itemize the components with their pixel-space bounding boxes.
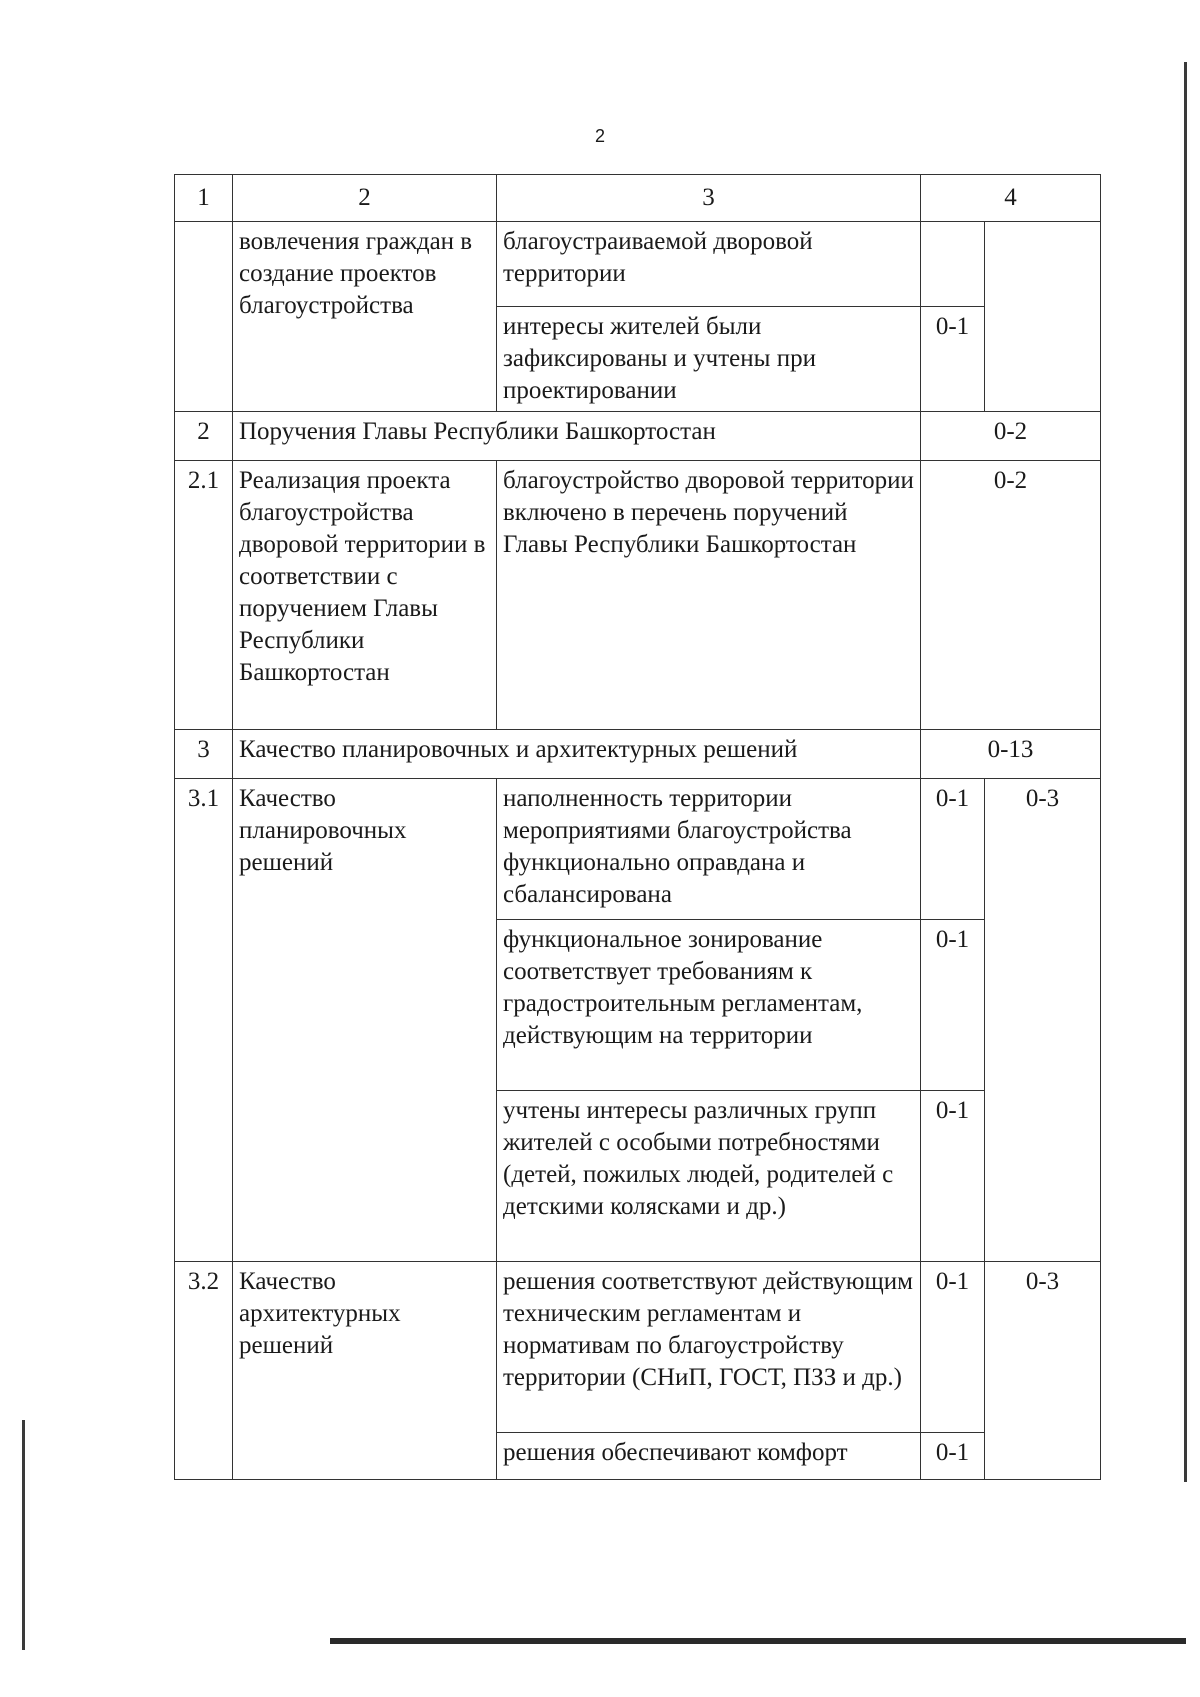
total-cell: [985, 222, 1101, 412]
header-col-1: 1: [175, 175, 233, 222]
score-cell: 0-1: [921, 307, 985, 412]
section-score-cell: 0-13: [921, 730, 1101, 779]
total-cell: 0-3: [985, 1262, 1101, 1480]
score-cell: 0-1: [921, 920, 985, 1091]
table-row: [175, 222, 1101, 307]
indicator-cell: решения соответствуют действующим техническим регламентам и нормативам по благоустройству территории (СНиП, ГОСТ, ПЗЗ и др.): [497, 1262, 921, 1433]
indicator-cell: функциональное зонирование соответствует требованиям к градостроительным регламентам, действующим на территории: [497, 920, 921, 1091]
criterion-cell: Реализация проекта благоустройства дворовой территории в соответствии с поручением Главы Республики Башкортостан: [233, 461, 497, 730]
table-row: [175, 461, 1101, 730]
section-title-cell: Качество планировочных и архитектурных решений: [233, 730, 921, 779]
row-number-cell: 3.1: [175, 779, 233, 1262]
indicator-cell: интересы жителей были зафиксированы и учтены при проектировании: [497, 307, 921, 412]
criterion-cell: вовлечения граждан в создание проектов благоустройства: [233, 222, 497, 412]
header-col-4: 4: [921, 175, 1101, 222]
indicator-cell: наполненность территории мероприятиями благоустройства функционально оправдана и сбалансирована: [497, 779, 921, 920]
indicator-cell: учтены интересы различных групп жителей с особыми потребностями (детей, пожилых людей, родителей с детскими колясками и др.): [497, 1091, 921, 1262]
total-cell: 0-3: [985, 779, 1101, 1262]
indicator-cell: благоустраиваемой дворовой территории: [497, 222, 921, 307]
criteria-table: [174, 174, 1101, 1480]
criterion-cell: Качество планировочных решений: [233, 779, 497, 1262]
section-row: [175, 730, 1101, 779]
row-number-cell: [175, 222, 233, 412]
table-row: [175, 1262, 1101, 1433]
scan-right-edge: [1184, 62, 1187, 1482]
header-col-3: 3: [497, 175, 921, 222]
score-cell: 0-1: [921, 1262, 985, 1433]
criterion-cell: Качество архитектурных решений: [233, 1262, 497, 1480]
score-cell: 0-1: [921, 1091, 985, 1262]
indicator-cell: благоустройство дворовой территории включено в перечень поручений Главы Республики Башкортостан: [497, 461, 921, 730]
row-number-cell: 2.1: [175, 461, 233, 730]
score-cell: 0-1: [921, 779, 985, 920]
page-number: 2: [594, 126, 605, 146]
row-number-cell: 3: [175, 730, 233, 779]
row-number-cell: 3.2: [175, 1262, 233, 1480]
scan-bottom-bar: [330, 1638, 1186, 1644]
section-score-cell: 0-2: [921, 412, 1101, 461]
row-number-cell: 2: [175, 412, 233, 461]
score-cell: [921, 222, 985, 307]
table-row: [175, 779, 1101, 920]
header-col-2: 2: [233, 175, 497, 222]
indicator-cell: решения обеспечивают комфорт: [497, 1433, 921, 1480]
score-cell: 0-2: [921, 461, 1101, 730]
table-header-row: [175, 175, 1101, 222]
section-title-cell: Поручения Главы Республики Башкортостан: [233, 412, 921, 461]
scan-left-edge: [22, 1420, 25, 1650]
section-row: [175, 412, 1101, 461]
score-cell: 0-1: [921, 1433, 985, 1480]
